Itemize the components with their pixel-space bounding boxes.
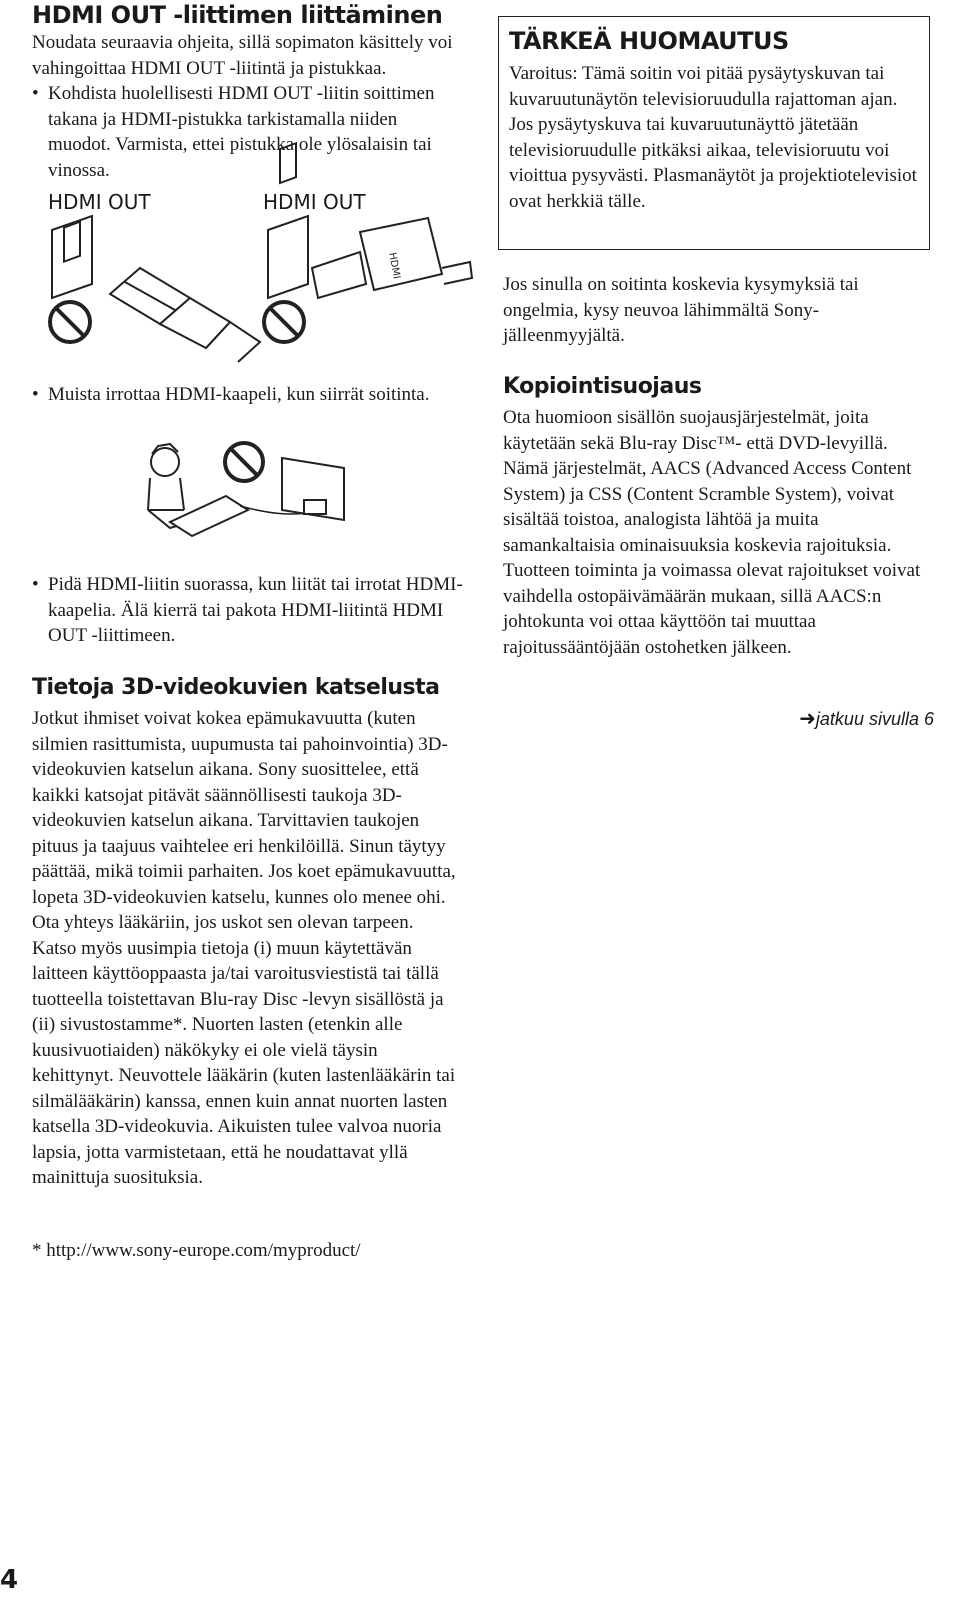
bullet-disconnect-cable: • Muista irrottaa HDMI-kaapeli, kun siirrät soitinta. [32, 382, 448, 408]
hdmi-plug-right [312, 218, 472, 298]
heading-3d-viewing: Tietoja 3D-videokuvien katselusta [32, 675, 440, 700]
prohibited-icon-right [264, 302, 304, 342]
prohibited-icon-move [225, 443, 263, 481]
bullet-align-connector: • Kohdista huolellisesti HDMI OUT -liitin soittimen takana ja HDMI-pistukka tarkistamalla niiden muodot. Varmista, ettei pistukka ole ylösalaisin tai vinossa. [32, 81, 448, 183]
notice-text: Varoitus: Tämä soitin voi pitää pysäytyskuvan tai kuvaruutunäytön televisioruudulla rajattoman ajan. Jos pysäytyskuva tai kuvaruutunäyttö jätetään televisioruudulle pitkäksi aikaa, televisioruutu voi vioittua pysyvästi. Plasmanäytöt ja projektiotelevisiot ovat herkkiä tälle. [509, 63, 917, 212]
bullet-keep-straight: • Pidä HDMI-liitin suorassa, kun liität tai irrotat HDMI-kaapelia. Älä kierrä tai pakota HDMI-liitintä HDMI OUT -liittimeen. [32, 572, 468, 649]
prohibited-icon-left [50, 302, 90, 342]
fig-label-hdmi-out-right: HDMI OUT [263, 190, 366, 214]
port-panel-left [52, 216, 92, 298]
hdmi-plug-illustration [30, 212, 490, 362]
hdmi-heading: HDMI OUT -liittimen liittäminen [32, 1, 443, 29]
notice-heading: TÄRKEÄ HUOMAUTUS [509, 27, 789, 55]
continues-on-page [799, 706, 934, 731]
important-notice-box [498, 16, 930, 250]
heading-copy-protection: Kopiointisuojaus [503, 374, 702, 399]
arrow-right-icon: ➜ [799, 708, 816, 730]
continues-label: jatkuu sivulla 6 [815, 709, 934, 729]
tv-figure [282, 458, 344, 520]
footnote-url: * http://www.sony-europe.com/myproduct/ [32, 1240, 361, 1261]
paragraph-3d-viewing: Jotkut ihmiset voivat kokea epämukavuutta (kuten silmien rasittumista, uupumusta tai pahoinvointia) 3D-videokuvien katselun aikana. Sony suosittelee, että kaikki katsojat pitävät säännöllisesti taukoja 3D-videokuvien katselun aikana. Tarvittavien taukojen pituus ja taajuus vaihtelee eri henkilöillä. Sinun täytyy päättää, mikä toimii parhaiten. Jos koet epämukavuutta, lopeta 3D-videokuvien katselu, kunnes olo menee ohi. Ota yhteys lääkäriin, jos uskot sen olevan tarpeen. Katso myös uusimpia tietoja (i) muun käytettävän laitteen käyttöoppaasta ja/tai varoitusviestistä tai tällä tuotteella toistettavan Blu-ray Disc -levyn sisällöstä ja (ii) sivustostamme*. Nuorten lasten (etenkin alle kuusivuotiaiden) näkökyky ei ole vielä täysin kehittynyt. Neuvottele lääkärin (kuten lastenlääkärin tai silmälääkärin) kanssa, ennen kuin annat nuorten lasten katsella 3D-videokuvia. Aikuisten tulee valvoa nuoria lapsia, jotta varmistetaan, että he noudattavat yllä mainittuja suosituksia. [32, 708, 456, 1188]
plug-hdmi-text: HDMI [386, 251, 402, 280]
player-box [170, 496, 248, 536]
copy-protection-text: Ota huomioon sisällön suojausjärjestelmät, joita käytetään sekä Blu-ray Disc™- että DVD-levyillä. Nämä järjestelmät, AACS (Advanced Access Content System) ja CSS (Content Scramble System), voivat sisältää toistoa, analogista lähtöä ja muita samankaltaisia ominaisuuksia koskevia rajoituksia. Tuotteen toiminta ja voimassa olevat rajoitukset voivat vaihdella ostopäivämäärän mukaan, sillä AACS:n johtokunta voi ottaa käyttöön tai muuttaa rajoitussääntöjään ostohetken jälkeen. [503, 407, 921, 658]
hdmi-intro: Noudata seuraavia ohjeita, sillä sopimaton käsittely voi vahingoittaa HDMI OUT -liitintä ja pistukkaa. [32, 32, 453, 79]
contact-dealer-text: Jos sinulla on soitinta koskevia kysymyksiä tai ongelmia, kysy neuvoa lähimmältä Sony-jälleenmyyjältä. [503, 274, 859, 346]
hdmi-plug-left [110, 268, 260, 362]
fig-label-hdmi-out-left: HDMI OUT [48, 190, 151, 214]
moving-player-illustration [140, 440, 370, 550]
page-number: 4 [0, 1565, 19, 1595]
